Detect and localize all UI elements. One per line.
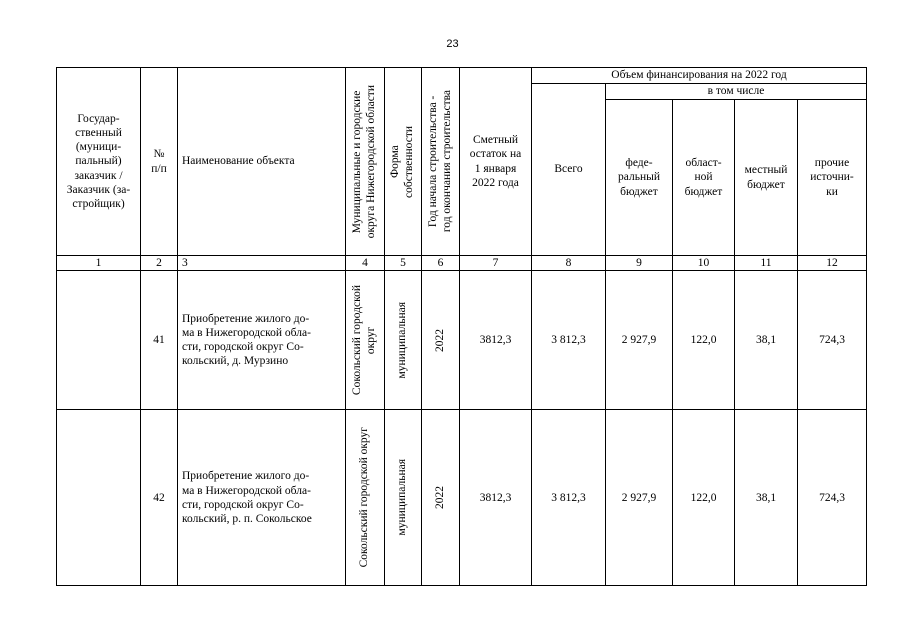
row-estimate: 3812,3: [460, 271, 532, 410]
row-year: 2022: [422, 410, 460, 586]
table-row: [57, 410, 867, 586]
column-number: 10: [673, 256, 735, 271]
column-number: 12: [798, 256, 867, 271]
header-total: Всего: [532, 84, 606, 256]
row-customer: [57, 271, 141, 410]
column-number: 4: [346, 256, 385, 271]
row-regional: 122,0: [673, 410, 735, 586]
row-total: 3 812,3: [532, 410, 606, 586]
header-customer: Государ- ственный (муници- пальный) заказчик / Заказчик (за- стройщик): [57, 68, 141, 256]
row-local: 38,1: [735, 410, 798, 586]
row-year: 2022: [422, 271, 460, 410]
row-municipality: Сокольский городской округ: [346, 410, 385, 586]
column-number: 1: [57, 256, 141, 271]
header-ownership: Форма собственности: [385, 68, 422, 256]
row-federal: 2 927,9: [606, 410, 673, 586]
row-regional: 122,0: [673, 271, 735, 410]
column-number: 7: [460, 256, 532, 271]
header-federal: феде- ральный бюджет: [606, 100, 673, 256]
header-other: прочие источни- ки: [798, 100, 867, 256]
row-local: 38,1: [735, 271, 798, 410]
row-federal: 2 927,9: [606, 271, 673, 410]
header-years: Год начала строительства - год окончания строительства: [422, 68, 460, 256]
header-financing-title: Объем финансирования на 2022 год: [532, 68, 867, 84]
column-number: 11: [735, 256, 798, 271]
header-object-name: Наименование объекта: [178, 68, 346, 256]
column-number: 6: [422, 256, 460, 271]
row-number: 42: [141, 410, 178, 586]
table-row: [57, 271, 867, 410]
row-object-name: Приобретение жилого до- ма в Нижегородской обла- сти, городской округ Со- кольский, р. п. Сокольское: [178, 410, 346, 586]
row-other: 724,3: [798, 410, 867, 586]
column-number: 9: [606, 256, 673, 271]
column-number-row: [57, 256, 867, 271]
row-number: 41: [141, 271, 178, 410]
row-estimate: 3812,3: [460, 410, 532, 586]
row-ownership: муниципальная: [385, 271, 422, 410]
row-customer: [57, 410, 141, 586]
column-number: 8: [532, 256, 606, 271]
column-number: 5: [385, 256, 422, 271]
financing-table: [56, 67, 867, 586]
header-municipality: Муниципальные и городские округа Нижегородской области: [346, 68, 385, 256]
row-ownership: муниципальная: [385, 410, 422, 586]
header-regional: област- ной бюджет: [673, 100, 735, 256]
row-other: 724,3: [798, 271, 867, 410]
column-number: 2: [141, 256, 178, 271]
header-number: № п/п: [141, 68, 178, 256]
row-object-name: Приобретение жилого до- ма в Нижегородской обла- сти, городской округ Со- кольский, д. Мурзино: [178, 271, 346, 410]
page-number: 23: [446, 38, 459, 50]
header-including: в том числе: [606, 84, 867, 100]
row-municipality: Сокольский городской округ: [346, 271, 385, 410]
header-estimate: Сметный остаток на 1 января 2022 года: [460, 68, 532, 256]
column-number: 3: [178, 256, 346, 271]
row-total: 3 812,3: [532, 271, 606, 410]
header-local: местный бюджет: [735, 100, 798, 256]
